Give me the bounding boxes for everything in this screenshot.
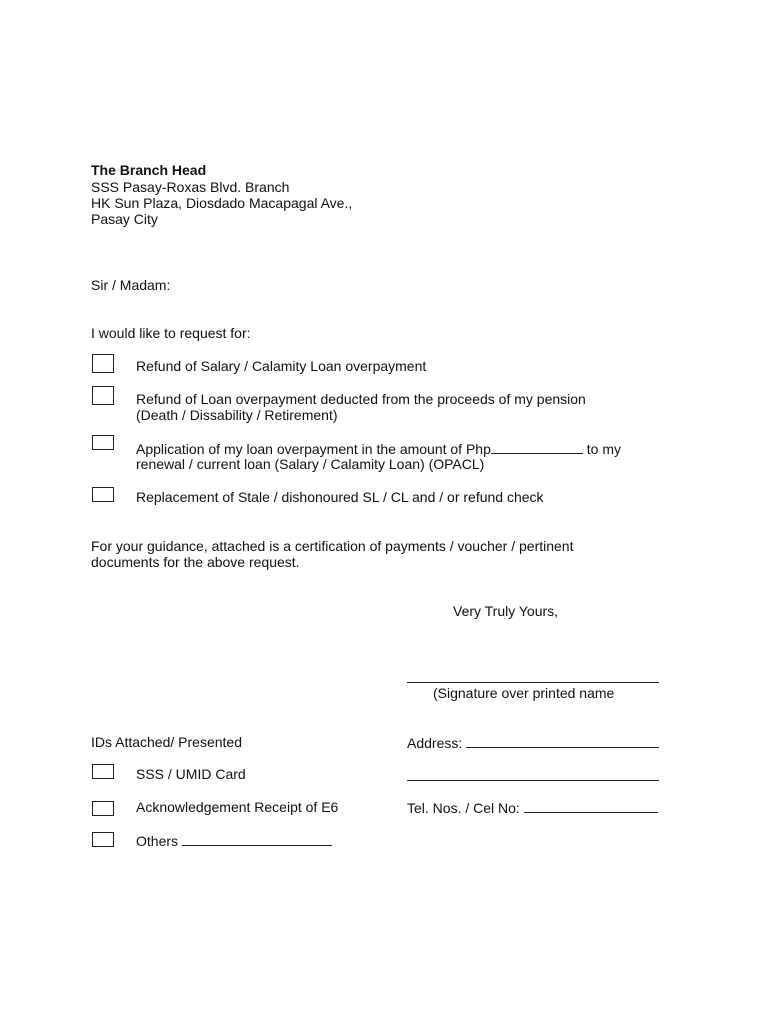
others-blank[interactable]	[182, 832, 332, 846]
tel-blank[interactable]	[524, 799, 658, 813]
address-label: Address:	[407, 735, 467, 751]
id-others-checkbox[interactable]	[92, 832, 114, 847]
address-blank[interactable]	[466, 734, 659, 748]
address-second-line[interactable]	[407, 780, 659, 781]
guidance-line-2: documents for the above request.	[91, 554, 300, 570]
request-3-label	[136, 440, 621, 457]
signature-caption: (Signature over printed name	[433, 685, 615, 701]
signature-line[interactable]	[407, 682, 659, 683]
addressee-line-3: Pasay City	[91, 211, 158, 227]
salutation: Sir / Madam:	[91, 277, 171, 293]
closing: Very Truly Yours,	[453, 603, 559, 619]
request-2-label: Refund of Loan overpayment deducted from the proceeds of my pension	[136, 391, 586, 407]
guidance-line-1: For your guidance, attached is a certification of payments / voucher / pertinent	[91, 538, 574, 554]
request-3-label-end: to my	[582, 441, 621, 457]
id-others-row	[136, 832, 332, 849]
addressee-line-2: HK Sun Plaza, Diosdado Macapagal Ave.,	[91, 195, 353, 211]
request-1-label: Refund of Salary / Calamity Loan overpayment	[136, 358, 427, 374]
id-e6-label: Acknowledgement Receipt of E6	[136, 799, 339, 815]
id-e6-checkbox[interactable]	[92, 801, 114, 816]
request-3-checkbox[interactable]	[92, 435, 114, 450]
request-3-label-start: Application of my loan overpayment in the amount of Php	[136, 441, 491, 457]
id-umid-label: SSS / UMID Card	[136, 766, 246, 782]
addressee-title: The Branch Head	[91, 162, 207, 178]
tel-label: Tel. Nos. / Cel No:	[407, 800, 524, 816]
ids-heading: IDs Attached/ Presented	[91, 734, 242, 750]
request-3-sublabel: renewal / current loan (Salary / Calamity Loan) (OPACL)	[136, 456, 485, 472]
id-umid-checkbox[interactable]	[92, 764, 114, 779]
request-4-checkbox[interactable]	[92, 487, 114, 502]
overpayment-amount-blank[interactable]	[491, 440, 583, 454]
tel-row	[407, 799, 658, 816]
id-others-label: Others	[136, 833, 182, 849]
request-1-checkbox[interactable]	[92, 354, 114, 373]
address-row	[407, 734, 659, 751]
request-4-label: Replacement of Stale / dishonoured SL / CL and / or refund check	[136, 489, 544, 505]
request-2-sublabel: (Death / Dissability / Retirement)	[136, 407, 338, 423]
request-intro: I would like to request for:	[91, 325, 251, 341]
request-2-checkbox[interactable]	[92, 386, 114, 405]
addressee-line-1: SSS Pasay-Roxas Blvd. Branch	[91, 179, 290, 195]
